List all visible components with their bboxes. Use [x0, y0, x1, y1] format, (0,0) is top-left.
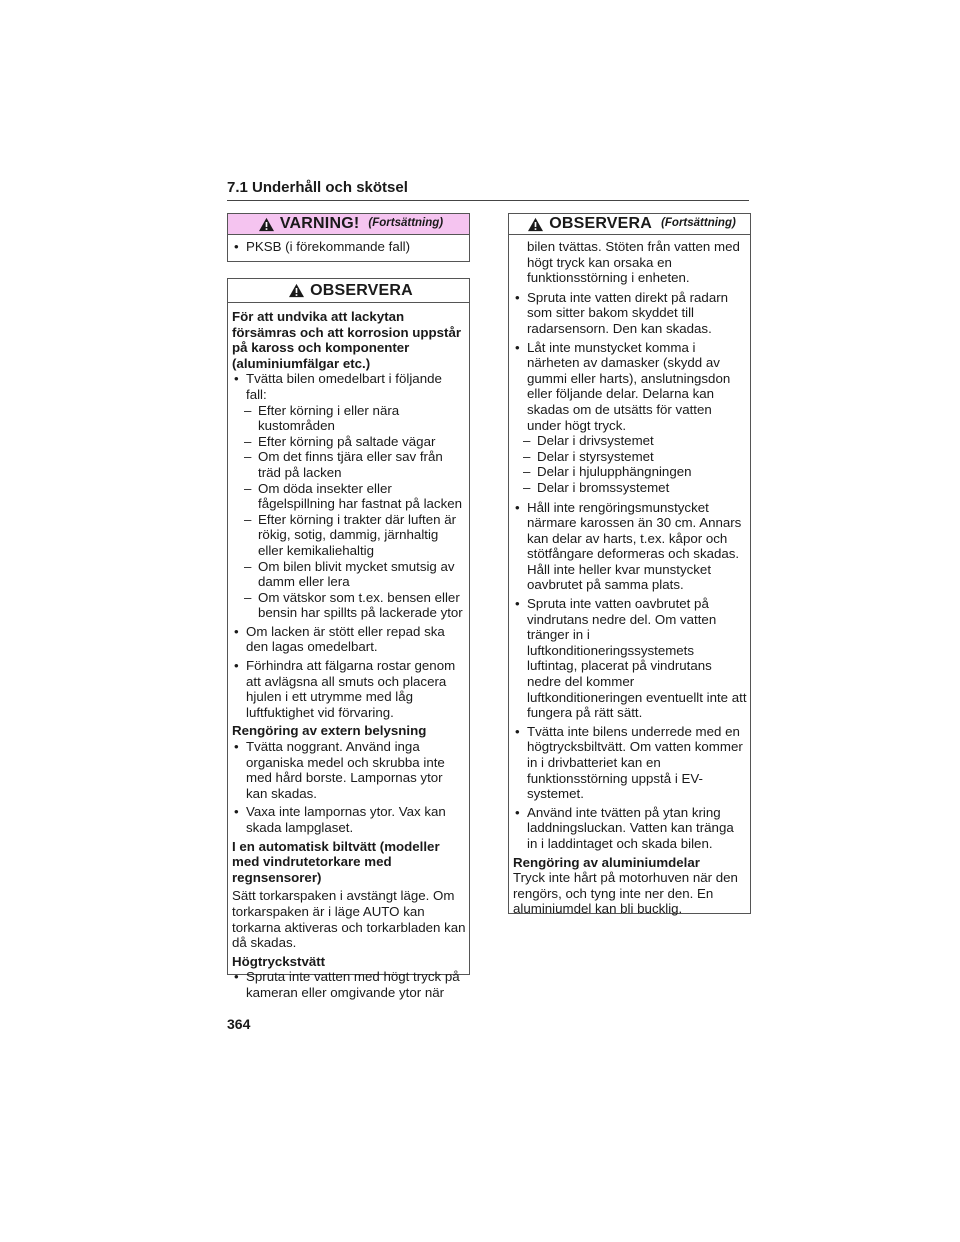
varning-title: VARNING!	[279, 215, 360, 233]
list-item: • Förhindra att fälgarna rostar genom att avlägsna all smuts och placera hjulen i ett utrymme med låg luftfuktighet vid förvaring.	[234, 658, 456, 720]
observera-box-header	[228, 279, 469, 303]
list-item: • Tvätta inte bilens underrede med en högtrycksbiltvätt. Om vatten kommer in i drivbatteriet kan en funktionsstörning uppstå i EV-systemet.	[515, 723, 743, 802]
continued-label: (Fortsättning)	[661, 217, 736, 230]
section-header: 7.1 Underhåll och skötsel	[227, 178, 749, 201]
dash-item: – Delar i drivsystemet	[523, 433, 654, 449]
observera-title: OBSERVERA	[310, 281, 413, 299]
observera-continued-box	[508, 213, 751, 917]
list-item: • Använd inte tvätten på ytan kring laddningsluckan. Vatten kan tränga in i laddintaget och skada bilen.	[515, 804, 734, 851]
varning-box	[227, 213, 470, 262]
list-item: • Håll inte rengöringsmunstycket närmare karossen än 30 cm. Annars kan delar av harts, t.ex. kåpor och stötfångare deformeras och skadas. Håll inte heller kvar munstycket oavbrutet på samma plats.	[515, 499, 742, 593]
list-item: • Tvätta bilen omedelbart i följande fall:	[234, 371, 442, 402]
list-item: • Om lacken är stött eller repad ska den lagas omedelbart.	[234, 623, 445, 655]
pressure-heading: Högtryckstvätt	[232, 953, 326, 969]
list-item: • Spruta inte vatten med högt tryck på kameran eller omgivande ytor när	[234, 969, 460, 1000]
dash-item: – Om det finns tjära eller sav från träd på lacken	[244, 449, 443, 480]
carwash-heading: I en automatisk biltvätt (modeller med vindrutetorkare med regnsensorer)	[232, 838, 440, 885]
alu-heading: Rengöring av aluminiumdelar	[513, 854, 700, 870]
list-item: • Tvätta noggrant. Använd inga organiska medel och skrubba inte med hård borste. Lampornas ytor kan skadas.	[234, 739, 445, 801]
list-item: • Spruta inte vatten direkt på radarn som sitter bakom skyddet till radarsensorn. Den kan skadas.	[515, 289, 729, 336]
dash-item: – Delar i styrsystemet	[523, 448, 654, 464]
page-number: 364	[227, 1016, 251, 1032]
wipers-paragraph: Sätt torkarspaken i avstängt läge. Om torkarspaken är i läge AUTO kan torkarna aktiveras och torkarbladen kan då skadas.	[232, 888, 466, 951]
alu-paragraph: Tryck inte hårt på motorhuven när den rengörs, och tyng inte ner den. En aluminiumdel kan bli bucklig.	[513, 870, 738, 917]
dash-item: – Efter körning i eller nära kustområden	[244, 402, 400, 434]
list-item: • Vaxa inte lampornas ytor. Vax kan skada lampglaset.	[234, 804, 446, 835]
varning-box-header	[228, 214, 469, 235]
dash-item: – Om vätskor som t.ex. bensen eller bensin har spillts på lackerade ytor	[244, 589, 463, 621]
list-item: • Spruta inte vatten oavbrutet på vindrutans nedre del. Om vatten tränger in i luftkonditioneringssystemets luftintag, placerat på vindrutans nedre del kommer luftkonditioneringen eventuellt inte att fungera på rätt sätt.	[515, 596, 747, 721]
list-item: • Låt inte munstycket komma i närheten av damasker (skydd av gummi eller harts), anslutningsdon eller följande delar. Delarna kan skadas om de utsätts för vatten under högt tryck.	[515, 339, 731, 433]
lights-heading: Rengöring av extern belysning	[232, 723, 427, 739]
list-item: • PKSB (i förekommande fall)	[234, 239, 411, 254]
dash-item: – Om döda insekter eller fågelspillning har fastnat på lacken	[244, 480, 463, 512]
warning-triangle-icon	[288, 283, 305, 298]
dash-item: – Efter körning i trakter där luften är rökig, sotig, dammig, järnhaltig eller kemikaliehaltig	[244, 511, 457, 558]
varning-content	[228, 235, 469, 260]
intro-heading: För att undvika att lackytan försämras och att korrosion uppstår på kaross och komponenter (aluminiumfälgar etc.)	[232, 309, 462, 371]
observera-title: OBSERVERA	[549, 215, 653, 233]
dash-item: – Om bilen blivit mycket smutsig av damm eller lera	[244, 558, 455, 590]
continued-text: bilen tvättas. Stöten från vatten med högt tryck kan orsaka en funktionsstörning i enheten.	[527, 239, 740, 286]
warning-triangle-icon	[258, 217, 275, 232]
dash-item: – Efter körning på saltade vägar	[244, 433, 436, 449]
continued-label: (Fortsättning)	[368, 217, 444, 230]
dash-item: – Delar i bromssystemet	[523, 479, 670, 495]
observera-continued-header	[509, 214, 750, 235]
observera-continued-content	[509, 235, 750, 921]
observera-box	[227, 278, 470, 1000]
warning-triangle-icon	[527, 217, 544, 232]
dash-item: – Delar i hjulupphängningen	[523, 464, 692, 480]
observera-content	[228, 303, 469, 1006]
